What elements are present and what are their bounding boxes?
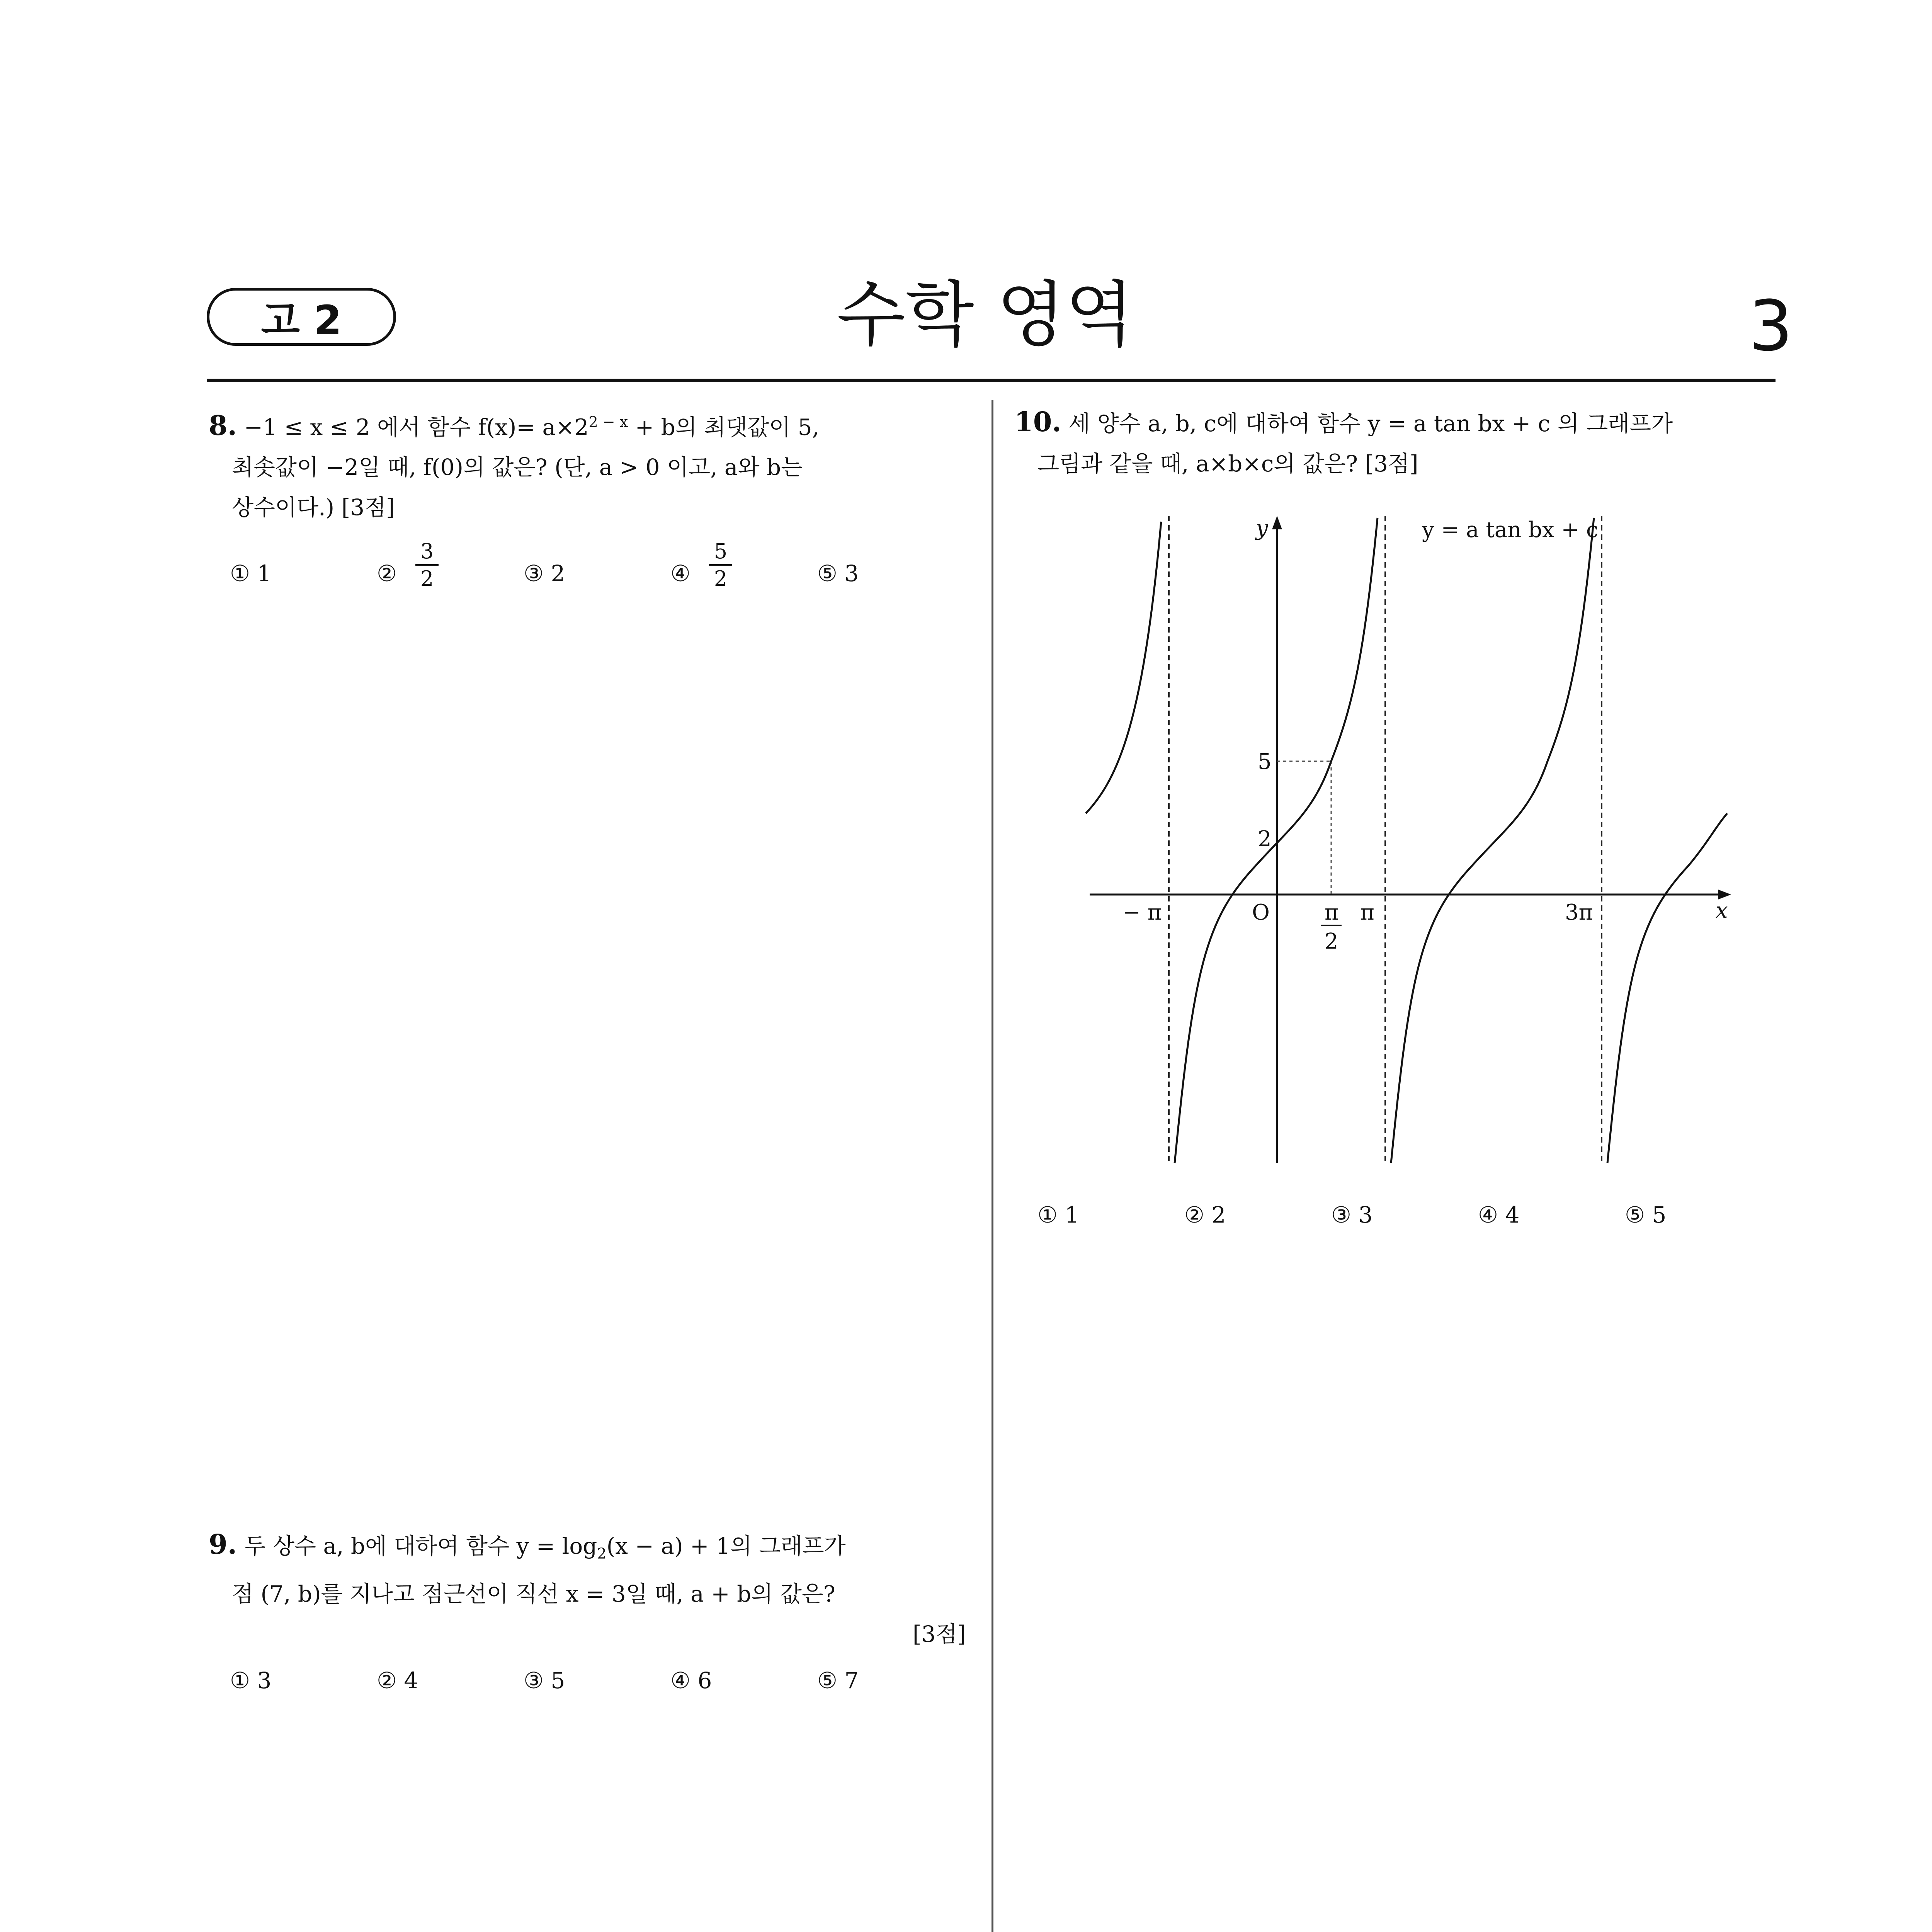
y-axis-arrow: [1272, 516, 1282, 529]
question-number: 10.: [1014, 406, 1061, 438]
choice-1[interactable]: ① 1: [1037, 1202, 1079, 1228]
choice-2-fraction[interactable]: 3 2: [415, 539, 439, 591]
tick-label: 2: [1258, 827, 1272, 852]
question-10-line-1: 10. 세 양수 a, b, c에 대하여 함수 y = a tan bx + c 의 그래프가: [1014, 406, 1673, 438]
choice-5[interactable]: ⑤ 7: [817, 1667, 859, 1694]
choice-4-mark[interactable]: ④: [670, 560, 690, 587]
question-number: 8.: [209, 409, 237, 442]
question-9-points: [3점]: [912, 1621, 966, 1647]
curve-branch: [1086, 522, 1161, 813]
tick-label: 2: [1325, 929, 1338, 954]
choice-2-mark[interactable]: ②: [377, 560, 397, 587]
question-8-text-b: + b의 최댓값이 5,: [628, 414, 820, 440]
tick-label: 5: [1258, 749, 1272, 774]
tick-label: π: [1360, 900, 1374, 925]
exponent: 2 − x: [588, 413, 628, 430]
grade-label: 고 2: [261, 297, 342, 344]
question-number: 9.: [209, 1528, 237, 1560]
question-9-line-2: 점 (7, b)를 지나고 점근선이 직선 x = 3일 때, a + b의 값은?: [232, 1580, 835, 1607]
y-axis-label: y: [1256, 515, 1268, 541]
choice-3[interactable]: ③ 3: [1331, 1202, 1373, 1228]
tick-label: − π: [1122, 900, 1162, 925]
question-8-line-2: 최솟값이 −2일 때, f(0)의 값은? (단, a > 0 이고, a와 b는: [232, 454, 803, 481]
choice-2[interactable]: ② 4: [377, 1667, 418, 1694]
choice-5[interactable]: ⑤ 3: [817, 560, 859, 587]
question-9-line-1: 9. 두 상수 a, b에 대하여 함수 $y = \log_2(x - a) + 1$의 그래프가: [209, 1528, 846, 1562]
choice-2[interactable]: ② 2: [1184, 1202, 1226, 1228]
tick-label: π: [1325, 900, 1339, 925]
page-number: 3: [1748, 286, 1793, 367]
curve-label: y = a tan bx + c: [1422, 517, 1599, 543]
choice-3[interactable]: ③ 2: [524, 560, 565, 587]
page-title: 수학 영역: [837, 274, 1134, 356]
choice-5[interactable]: ⑤ 5: [1625, 1202, 1667, 1228]
question-8-line-3: 상수이다.) [3점]: [232, 494, 395, 521]
choice-4[interactable]: ④ 6: [670, 1667, 712, 1694]
curve-branch: [1391, 518, 1594, 1163]
choice-3[interactable]: ③ 5: [524, 1667, 565, 1694]
x-axis-label: x: [1716, 898, 1728, 923]
question-8-text-a: −1 ≤ x ≤ 2 에서 함수 f(x)= a×2: [244, 414, 589, 440]
choice-1[interactable]: ① 1: [230, 560, 272, 587]
choice-4[interactable]: ④ 4: [1478, 1202, 1520, 1228]
question-10-line-2: 그림과 같을 때, a×b×c의 값은? [3점]: [1037, 451, 1418, 477]
curve-branch: [1607, 813, 1727, 1163]
tick-label: 3π: [1565, 900, 1593, 925]
choice-1[interactable]: ① 3: [230, 1667, 272, 1694]
origin-label: O: [1252, 900, 1270, 925]
choice-4-fraction[interactable]: 5 2: [709, 539, 732, 591]
